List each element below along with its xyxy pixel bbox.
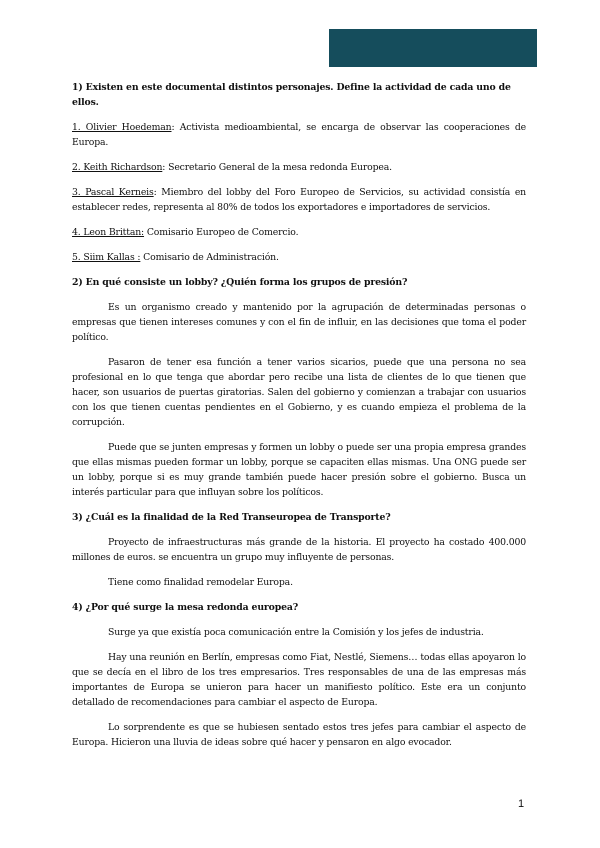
page-number: 1: [518, 798, 525, 810]
answer-paragraph: Proyecto de infraestructuras más grande de la historia. El proyecto ha costado 400.000 millones de euros. se encuentra un grupo muy influyente de personas.: [72, 537, 526, 563]
question-4: 4) ¿Por qué surge la mesa redonda europea?: [72, 602, 299, 613]
header-color-block: [329, 29, 537, 67]
answer-paragraph: Surge ya que existía poca comunicación entre la Comisión y los jefes de industria.: [108, 627, 484, 638]
person-description: Activista medioambiental, se encarga de observar las cooperaciones de Europa.: [72, 122, 526, 148]
answer-paragraph: Puede que se junten empresas y formen un lobby o puede ser una propia empresa grandes que ellas mismas pueden formar un lobby, porque se capaciten ellas mismas. Una ONG puede ser un lobby, porque si es muy grande también puede hacer presión sobre el gobierno. Busca un interés particular para que influyan sobre los políticos.: [72, 442, 526, 498]
person-definition: 3. Pascal Kerneis: Miembro del lobby del Foro Europeo de Servicios, su actividad consistía en establecer redes, representa al 80% de todos los exportadores e importadores de servicios.: [72, 187, 527, 213]
person-definition: 2. Keith Richardson: Secretario General de la mesa redonda Europea.: [72, 162, 392, 173]
answer-paragraph: Hay una reunión en Berlín, empresas como Fiat, Nestlé, Siemens… todas ellas apoyaron lo que se decía en el libro de los tres empresarios. Tres responsables de una de las empresas más importantes de Europa se unieron para hacer un manifiesto político. Este era un conjunto detallado de recomendaciones para cambiar el aspecto de Europa.: [72, 652, 526, 708]
person-description: Comisario Europeo de Comercio.: [146, 227, 299, 238]
question-1: 1) Existen en este documental distintos personajes. Define la actividad de cada uno de ellos.: [72, 82, 511, 108]
person-name: 2. Keith Richardson: [72, 162, 163, 173]
person-definition: [72, 225, 526, 240]
question-3: 3) ¿Cuál es la finalidad de la Red Transeuropea de Transporte?: [72, 512, 391, 523]
answer-paragraph: Lo sorprendente es que se hubiesen sentado estos tres jefes para cambiar el aspecto de Europa. Hicieron una lluvia de ideas sobre qué hacer y pensaron en algo evocador.: [72, 722, 526, 748]
question-2: 2) En qué consiste un lobby? ¿Quién forma los grupos de presión?: [72, 277, 408, 288]
person-name: 5. Siim Kallas :: [72, 252, 141, 263]
person-name: 3. Pascal Kerneis: [72, 187, 154, 198]
answer-paragraph: Tiene como finalidad remodelar Europa.: [108, 577, 293, 588]
document-content: [72, 80, 526, 760]
person-definition: 1. Olivier Hoedeman: Activista medioambiental, se encarga de observar las cooperaciones de Europa.: [72, 122, 526, 148]
answer-paragraph: Pasaron de tener esa función a tener varios sicarios, puede que una persona no sea profesional en lo que tenga que abordar pero recibe una lista de clientes de lo que tienen que hacer, son usuarios de puertas giratorias. Salen del gobierno y comienzan a trabajar con usuarios con los que tienen cuentas pendientes en el Gobierno, y es cuando empieza el problema de la corrupción.: [72, 357, 526, 428]
person-description: Miembro del lobby del Foro Europeo de Servicios, su actividad consistía en establecer redes, representa al 80% de todos los exportadores e importadores de servicios.: [72, 187, 527, 213]
person-description: Secretario General de la mesa redonda Europea.: [168, 162, 392, 173]
person-name: 4. Leon Brittan:: [72, 227, 145, 238]
person-name: 1. Olivier Hoedeman: [72, 122, 172, 133]
person-definition: [72, 250, 526, 265]
answer-paragraph: Es un organismo creado y mantenido por la agrupación de determinadas personas o empresas que tienen intereses comunes y con el fin de influir, en las decisiones que toma el poder político.: [72, 302, 526, 343]
person-description: Comisario de Administración.: [143, 252, 279, 263]
